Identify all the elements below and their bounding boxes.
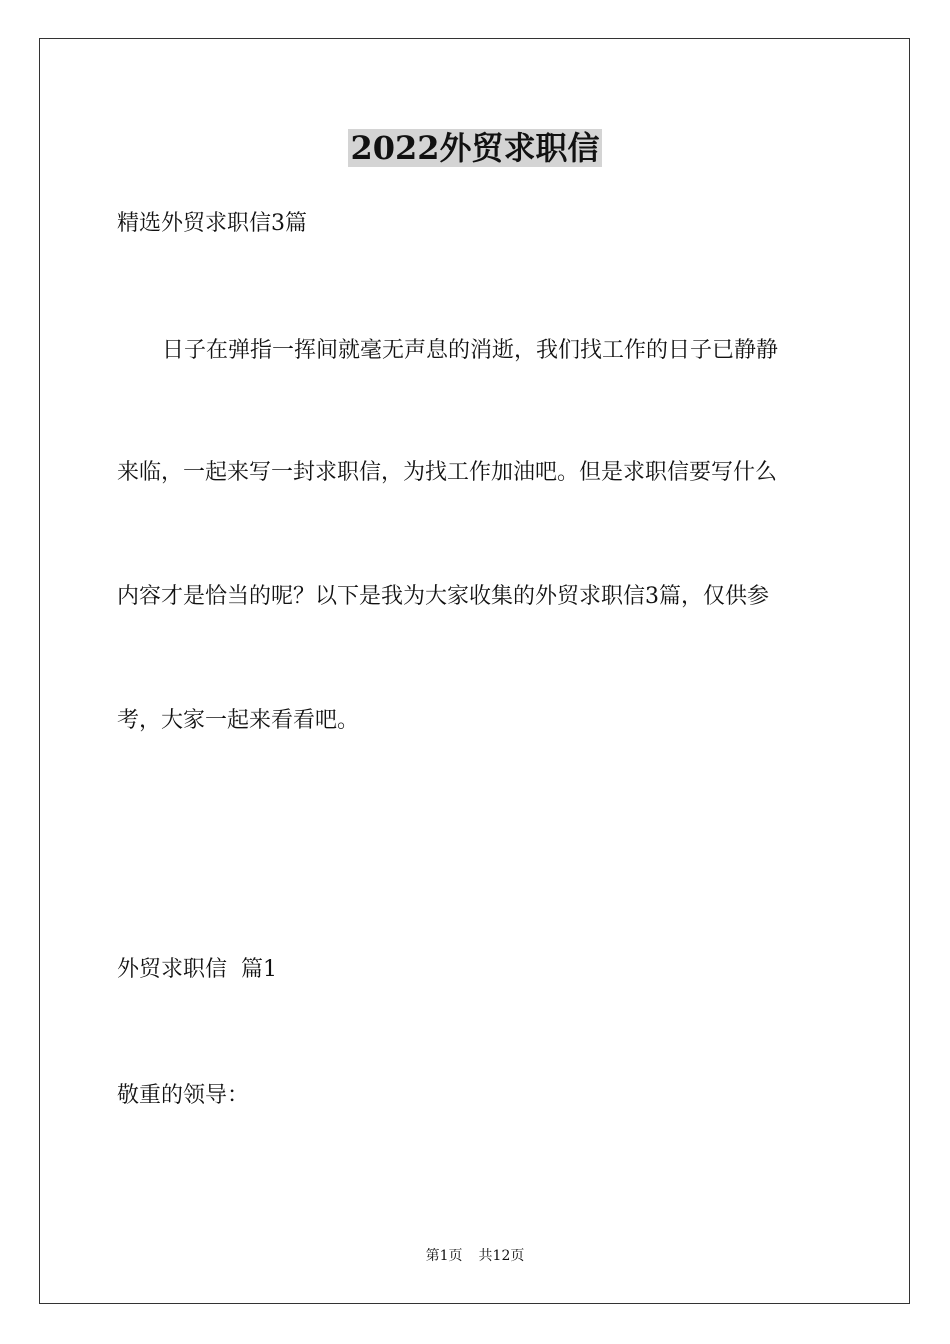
page-total: 共12页: [478, 1248, 525, 1264]
page-number: 第1页: [425, 1248, 463, 1264]
document-title-text: 2022外贸求职信: [350, 129, 600, 167]
document-title: [0, 126, 950, 170]
page-footer: [0, 1246, 950, 1266]
salutation: 敬重的领导：: [117, 1083, 250, 1108]
intro-line-4: 考，大家一起来看看吧。: [117, 708, 360, 733]
section-heading: 外贸求职信 篇1: [117, 957, 277, 982]
intro-line-1: 日子在弹指一挥间就毫无声息的消逝，我们找工作的日子已静静: [162, 338, 779, 363]
intro-line-2: 来临，一起来写一封求职信，为找工作加油吧。但是求职信要写什么: [117, 460, 778, 485]
document-subtitle: 精选外贸求职信3篇: [117, 211, 307, 236]
intro-line-3: 内容才是恰当的呢？以下是我为大家收集的外贸求职信3篇，仅供参: [117, 584, 769, 609]
